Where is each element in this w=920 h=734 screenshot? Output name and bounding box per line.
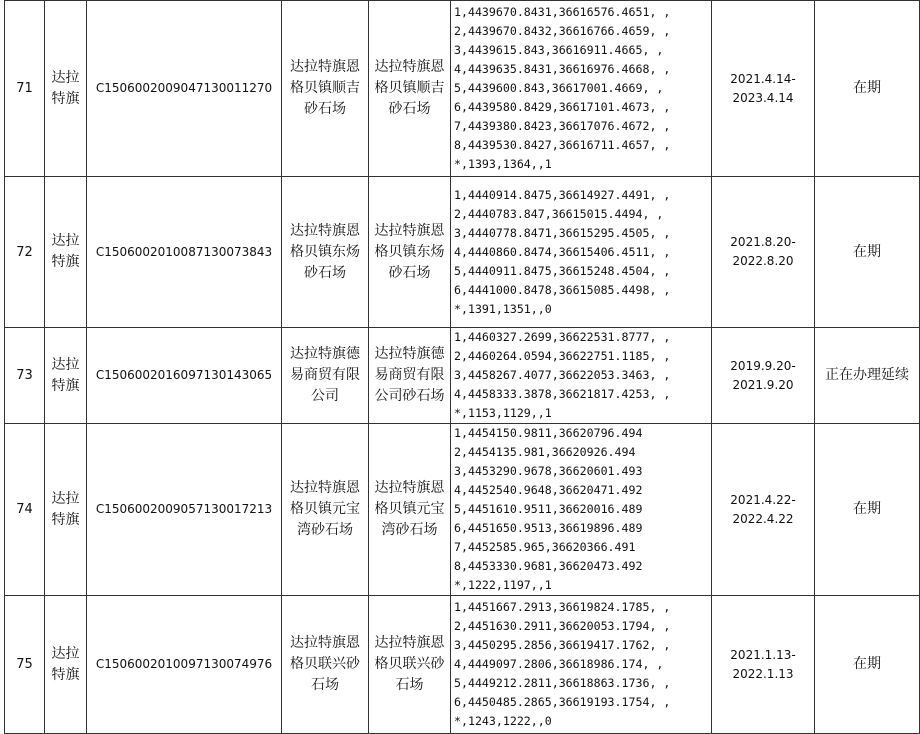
coordinate-line: 3,4458267.4077,36622053.3463, ,	[454, 368, 671, 382]
coordinate-line: 6,4441000.8478,36615085.4498, ,	[454, 282, 671, 297]
coordinate-line: 1,4460327.2699,36622531.8777, ,	[454, 330, 671, 344]
period-end: 2022.8.20	[732, 254, 794, 268]
status: 在期	[815, 177, 920, 328]
permit-code: C1506002009057130017213	[87, 424, 282, 596]
coordinate-line: 4,4449097.2806,36618986.174, ,	[454, 657, 664, 671]
period-start: 2021.4.22-	[730, 492, 796, 507]
table-row	[5, 596, 920, 734]
coordinate-line: 5,4451610.9511,36620016.489	[454, 502, 643, 516]
validity-period	[712, 596, 815, 734]
coordinate-line: 5,4449212.2811,36618863.1736, ,	[454, 676, 671, 690]
period-end: 2022.4.22	[732, 511, 794, 526]
period-end: 2023.4.14	[732, 90, 794, 105]
coordinate-line: 3,4439615.843,36616911.4665, ,	[454, 43, 664, 57]
coordinate-line: 2,4439670.8432,36616766.4659, ,	[454, 24, 671, 38]
coordinate-line: 5,4439600.843,36617001.4669, ,	[454, 81, 664, 95]
mining-permit-table	[4, 0, 920, 734]
row-number: 72	[5, 177, 45, 328]
coordinate-line: 4,4452540.9648,36620471.492	[454, 483, 643, 497]
mine-name: 达拉特旗恩格贝联兴砂石场	[369, 596, 451, 734]
table-row	[5, 328, 920, 424]
coordinate-line: *,1243,1222,,0	[454, 714, 552, 728]
coordinates	[451, 1, 712, 177]
status: 在期	[815, 424, 920, 596]
coordinate-line: 8,4453330.9681,36620473.492	[454, 559, 643, 573]
coordinate-line: 1,4451667.2913,36619824.1785, ,	[454, 600, 671, 614]
coordinate-line: 3,4453290.9678,36620601.493	[454, 464, 643, 478]
coordinates	[451, 596, 712, 734]
coordinate-line: 4,4440860.8474,36615406.4511, ,	[454, 244, 671, 259]
status: 正在办理延续	[815, 328, 920, 424]
region: 达拉特旗	[45, 424, 87, 596]
coordinates	[451, 177, 712, 328]
coordinate-line: *,1391,1351,,0	[454, 301, 552, 316]
coordinate-line: 2,4460264.0594,36622751.1185, ,	[454, 349, 671, 363]
permit-code: C1506002010097130074976	[87, 596, 282, 734]
coordinate-line: 6,4450485.2865,36619193.1754, ,	[454, 695, 671, 709]
coordinate-line: 8,4439530.8427,36616711.4657, ,	[454, 138, 671, 152]
status: 在期	[815, 1, 920, 177]
coordinate-line: 3,4450295.2856,36619417.1762, ,	[454, 638, 671, 652]
coordinate-line: 1,4454150.9811,36620796.494	[454, 426, 643, 440]
mine-name: 达拉特旗恩格贝镇东炀砂石场	[369, 177, 451, 328]
coordinate-line: *,1153,1129,,1	[454, 406, 552, 420]
region: 达拉特旗	[45, 596, 87, 734]
owner-name: 达拉特旗恩格贝镇元宝湾砂石场	[282, 424, 369, 596]
mine-name: 达拉特旗恩格贝镇元宝湾砂石场	[369, 424, 451, 596]
coordinate-line: 1,4439670.8431,36616576.4651, ,	[454, 5, 671, 19]
period-end: 2022.1.13	[732, 666, 794, 681]
table-row	[5, 1, 920, 177]
coordinate-line: 2,4440783.847,36615015.4494, ,	[454, 206, 664, 221]
owner-name: 达拉特旗恩格贝镇东炀砂石场	[282, 177, 369, 328]
coordinate-line: 4,4439635.8431,36616976.4668, ,	[454, 62, 671, 76]
mine-name: 达拉特旗恩格贝镇顺吉砂石场	[369, 1, 451, 177]
validity-period	[712, 177, 815, 328]
region: 达拉特旗	[45, 177, 87, 328]
coordinate-line: *,1393,1364,,1	[454, 157, 552, 171]
status: 在期	[815, 596, 920, 734]
validity-period	[712, 328, 815, 424]
coordinate-line: 6,4439580.8429,36617101.4673, ,	[454, 100, 671, 114]
row-number: 73	[5, 328, 45, 424]
coordinate-line: 3,4440778.8471,36615295.4505, ,	[454, 225, 671, 240]
period-start: 2021.1.13-	[730, 647, 796, 662]
region: 达拉特旗	[45, 328, 87, 424]
coordinate-line: 6,4451650.9513,36619896.489	[454, 521, 643, 535]
period-start: 2021.4.14-	[730, 71, 796, 86]
coordinates	[451, 328, 712, 424]
period-start: 2021.8.20-	[730, 235, 796, 249]
permit-code: C1506002010087130073843	[87, 177, 282, 328]
region: 达拉特旗	[45, 1, 87, 177]
coordinate-line: 2,4454135.981,36620926.494	[454, 445, 636, 459]
coordinate-line: 2,4451630.2911,36620053.1794, ,	[454, 619, 671, 633]
period-start: 2019.9.20-	[730, 358, 796, 373]
owner-name: 达拉特旗恩格贝镇顺吉砂石场	[282, 1, 369, 177]
period-end: 2021.9.20	[732, 377, 794, 392]
coordinate-line: 7,4452585.965,36620366.491	[454, 540, 636, 554]
validity-period	[712, 1, 815, 177]
table-row	[5, 177, 920, 328]
permit-code: C1506002009047130011270	[87, 1, 282, 177]
coordinate-line: *,1222,1197,,1	[454, 578, 552, 592]
mine-name: 达拉特旗德易商贸有限公司砂石场	[369, 328, 451, 424]
table-row	[5, 424, 920, 596]
coordinate-line: 5,4440911.8475,36615248.4504, ,	[454, 263, 671, 278]
coordinate-line: 7,4439380.8423,36617076.4672, ,	[454, 119, 671, 133]
owner-name: 达拉特旗德易商贸有限公司	[282, 328, 369, 424]
coordinate-line: 4,4458333.3878,36621817.4253, ,	[454, 387, 671, 401]
permit-code: C1506002016097130143065	[87, 328, 282, 424]
coordinate-line: 1,4440914.8475,36614927.4491, ,	[454, 187, 671, 202]
coordinates	[451, 424, 712, 596]
row-number: 71	[5, 1, 45, 177]
owner-name: 达拉特旗恩格贝联兴砂石场	[282, 596, 369, 734]
row-number: 74	[5, 424, 45, 596]
row-number: 75	[5, 596, 45, 734]
validity-period	[712, 424, 815, 596]
